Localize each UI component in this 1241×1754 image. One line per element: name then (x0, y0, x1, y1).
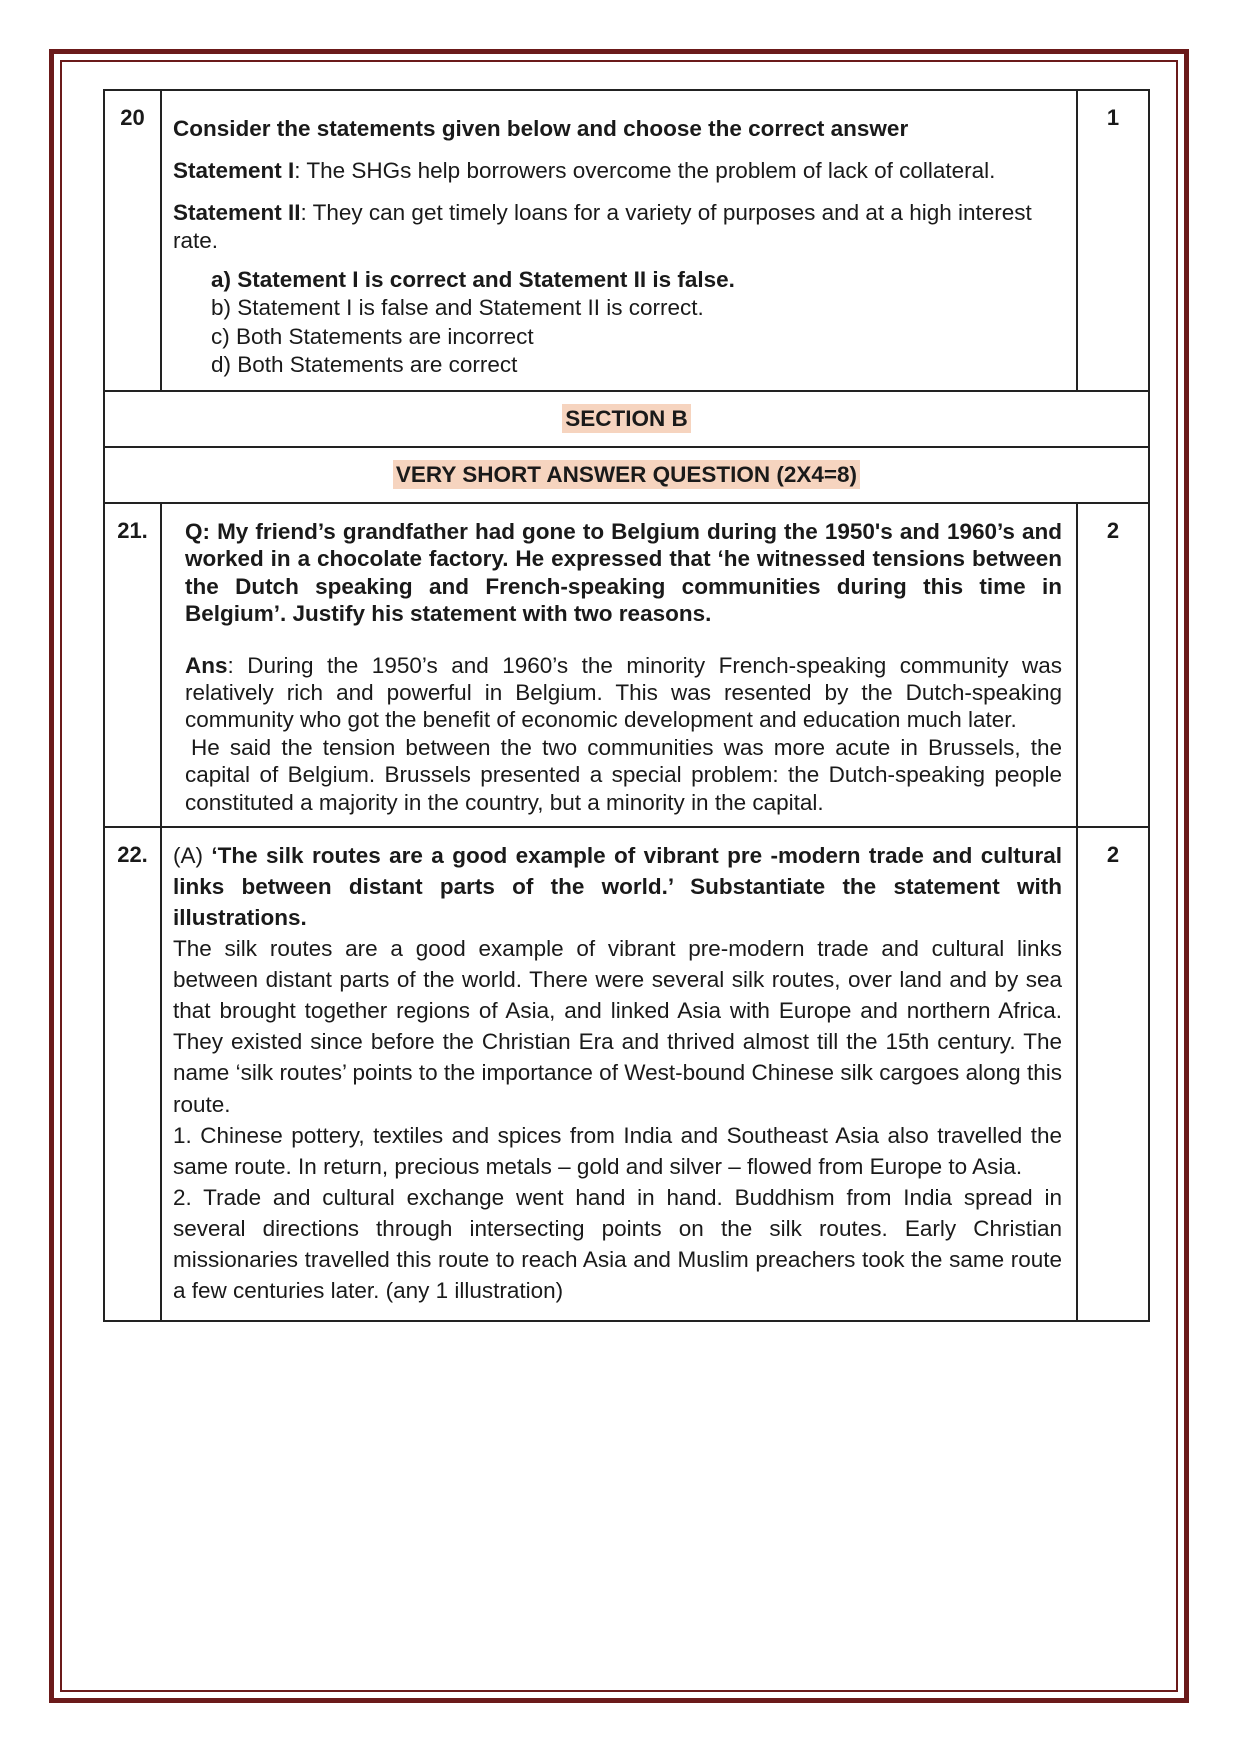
question-number: 22. (104, 827, 161, 1321)
statement-1-label: Statement I (173, 158, 295, 184)
question-number: 21. (104, 503, 161, 827)
statement-2-text: : They can get timely loans for a variety of purposes and at a high interest rate. (173, 200, 1032, 254)
question-text: Q: My friend’s grandfather had gone to Belgium during the 1950's and 1960’s and worked in a chocolate factory. He expressed that ‘he witnessed tensions between the Dutch speaking and French-speaking communities during this time in Belgium’. Justify his statement with two reasons. (185, 518, 1062, 627)
section-title-row (104, 391, 1149, 447)
option-a: a) Statement I is correct and Statement II is false. (211, 266, 735, 292)
statement-2 (173, 199, 1066, 255)
question-content (161, 827, 1077, 1321)
question-table (103, 89, 1150, 1322)
statement-1-text: : The SHGs help borrowers overcome the problem of lack of collateral. (294, 158, 996, 184)
question-body: ‘The silk routes are a good example of vibrant pre -modern trade and cultural links between distant parts of the world.’ Substantiate the statement with illustrations. (173, 843, 1062, 931)
section-title-cell (104, 391, 1149, 447)
statement-2-label: Statement II (173, 200, 301, 226)
question-row-22 (104, 827, 1149, 1321)
section-subtitle-row (104, 447, 1149, 503)
question-prefix: (A) (173, 843, 212, 869)
options-list (173, 266, 1066, 380)
question-row-21 (104, 503, 1149, 827)
answer-text (185, 652, 1062, 734)
section-subtitle-cell (104, 447, 1149, 503)
question-marks: 1 (1077, 90, 1149, 391)
answer-text-2: He said the tension between the two communities was more acute in Brussels, the capital of Belgium. Brussels presented a special problem: the Dutch-speaking people constituted a majority in the country, but a minority in the capital. (185, 734, 1062, 815)
question-marks: 2 (1077, 827, 1149, 1321)
question-content (161, 503, 1077, 827)
question-text: Consider the statements given below and choose the correct answer (173, 116, 909, 141)
question-text (173, 840, 1062, 933)
question-marks: 2 (1077, 503, 1149, 827)
answer-point-2: 2. Trade and cultural exchange went hand in hand. Buddhism from India spread in several directions through intersecting points on the silk routes. Early Christian missionaries travelled this route to reach Asia and Muslim preachers took the same route a few centuries later. (any 1 illustration) (173, 1184, 1062, 1303)
question-content (161, 90, 1077, 391)
answer-paragraph-1: The silk routes are a good example of vibrant pre-modern trade and cultural links between distant parts of the world. There were several silk routes, over land and by sea that brought together regions of Asia, and linked Asia with Europe and northern Africa. They existed since before the Christian Era and thrived almost till the 15th century. The name ‘silk routes’ points to the importance of West-bound Chinese silk cargoes along this route. (173, 936, 1062, 1117)
answer-body: : During the 1950’s and 1960’s the minority French-speaking community was relatively rich and powerful in Belgium. This was resented by the Dutch-speaking community who got the benefit of economic development and education much later. (185, 652, 1062, 733)
option-c: c) Both Statements are incorrect (211, 323, 534, 349)
option-b: b) Statement I is false and Statement II is correct. (211, 295, 704, 321)
statement-1 (173, 157, 1066, 185)
question-row-20 (104, 90, 1149, 391)
answer-point-1: 1. Chinese pottery, textiles and spices from India and Southeast Asia also travelled the same route. In return, precious metals – gold and silver – flowed from Europe to Asia. (173, 1122, 1062, 1179)
answer-label: Ans (185, 652, 228, 678)
option-d: d) Both Statements are correct (211, 352, 518, 378)
section-subtitle: VERY SHORT ANSWER QUESTION (2X4=8) (393, 460, 860, 489)
section-title: SECTION B (562, 404, 691, 433)
question-number: 20 (104, 90, 161, 391)
